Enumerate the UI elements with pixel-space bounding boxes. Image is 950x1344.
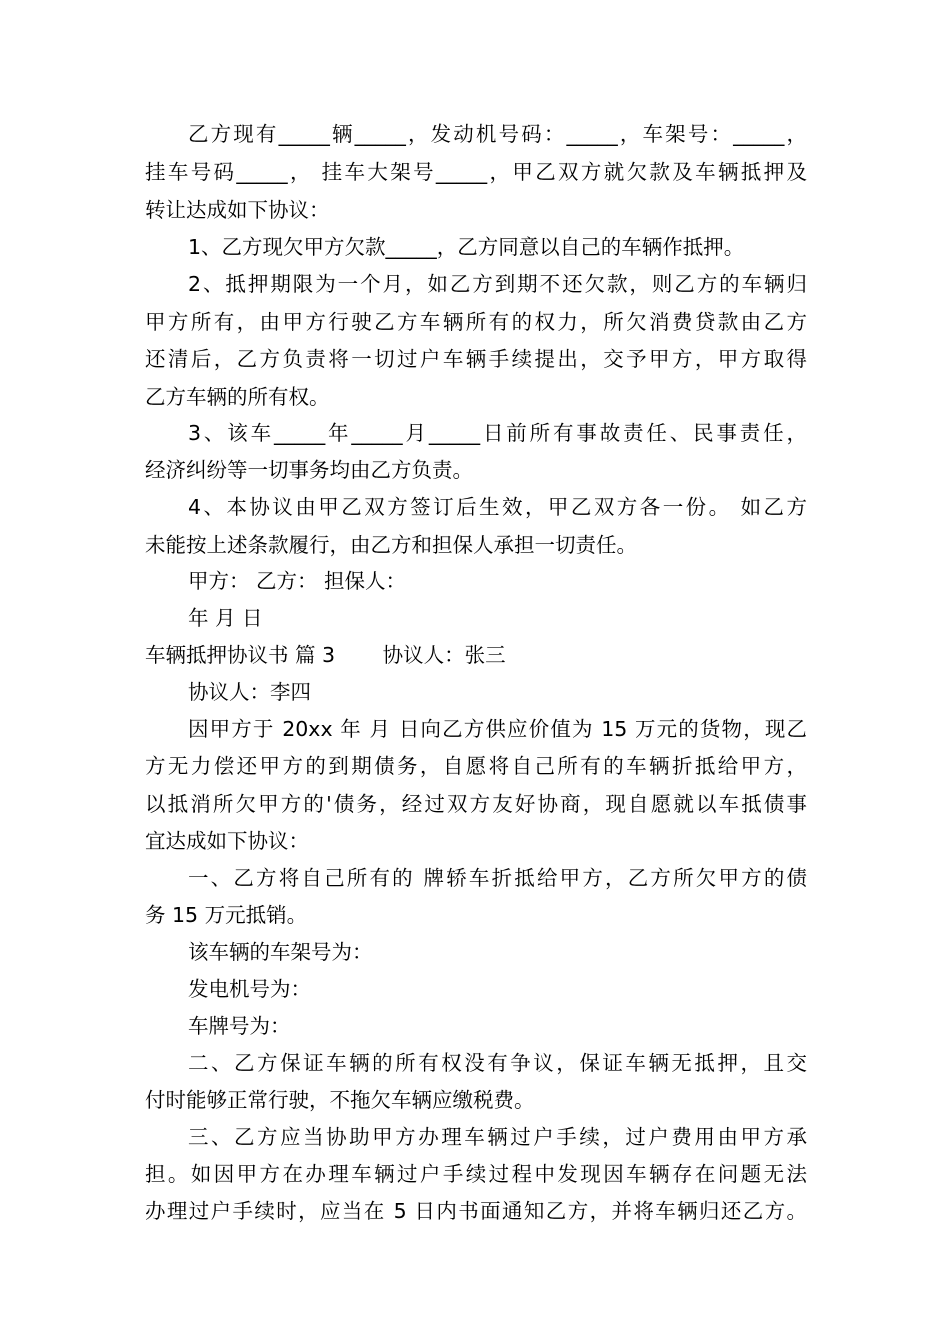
paragraph-line: 宜达成如下协议： — [145, 829, 309, 853]
paragraph-line: 转让达成如下协议： — [145, 198, 330, 222]
paragraph-line: 还清后，乙方负责将一切过户车辆手续提出，交予甲方，甲方取得 — [145, 347, 807, 371]
paragraph-line: 2、抵押期限为一个月，如乙方到期不还欠款，则乙方的车辆归 — [188, 272, 807, 296]
paragraph-line: 4、本协议由甲乙双方签订后生效，甲乙双方各一份。 如乙方 — [188, 495, 807, 519]
paragraph-line: 以抵消所欠甲方的'债务，经过双方友好协商，现自愿就以车抵债事 — [145, 792, 807, 816]
paragraph-line: 挂车号码_____， 挂车大架号_____，甲乙双方就欠款及车辆抵押及 — [145, 160, 807, 184]
paragraph-line: 付时能够正常行驶，不拖欠车辆应缴税费。 — [145, 1088, 535, 1112]
paragraph-line: 因甲方于 20xx 年 月 日向乙方供应价值为 15 万元的货物，现乙 — [188, 717, 807, 741]
paragraph-line: 经济纠纷等一切事务均由乙方负责。 — [145, 458, 473, 482]
paragraph-line: 乙方现有_____辆_____，发动机号码：_____，车架号：_____， — [188, 122, 807, 146]
paragraph-line: 担。如因甲方在办理车辆过户手续过程中发现因车辆存在问题无法 — [145, 1162, 807, 1186]
paragraph-line: 3、该车_____年_____月_____日前所有事故责任、民事责任， — [188, 421, 807, 445]
paragraph-line: 方无力偿还甲方的到期债务，自愿将自己所有的车辆折抵给甲方， — [145, 754, 807, 778]
paragraph-line: 二、乙方保证车辆的所有权没有争议，保证车辆无抵押，且交 — [188, 1051, 807, 1075]
paragraph-line: 办理过户手续时，应当在 5 日内书面通知乙方，并将车辆归还乙方。 — [145, 1199, 807, 1223]
paragraph-line: 三、乙方应当协助甲方办理车辆过户手续，过户费用由甲方承 — [188, 1125, 807, 1149]
party-line: 协议人：李四 — [188, 680, 311, 704]
field-line: 发电机号为： — [188, 977, 311, 1001]
paragraph-line: 一、乙方将自己所有的 牌轿车折抵给甲方，乙方所欠甲方的债 — [188, 866, 807, 890]
paragraph-line: 1、乙方现欠甲方欠款_____，乙方同意以自己的车辆作抵押。 — [188, 235, 745, 259]
paragraph-line: 未能按上述条款履行，由乙方和担保人承担一切责任。 — [145, 533, 637, 557]
signature-line: 甲方： 乙方： 担保人： — [188, 569, 407, 593]
paragraph-line: 务 15 万元抵销。 — [145, 903, 308, 927]
field-line: 该车辆的车架号为： — [188, 940, 373, 964]
paragraph-line: 甲方所有，由甲方行驶乙方车辆所有的权力，所欠消费贷款由乙方 — [145, 310, 807, 334]
field-line: 车牌号为： — [188, 1014, 291, 1038]
section-heading: 车辆抵押协议书 篇 3 协议人：张三 — [145, 643, 506, 667]
date-line: 年 月 日 — [188, 606, 263, 630]
paragraph-line: 乙方车辆的所有权。 — [145, 385, 330, 409]
